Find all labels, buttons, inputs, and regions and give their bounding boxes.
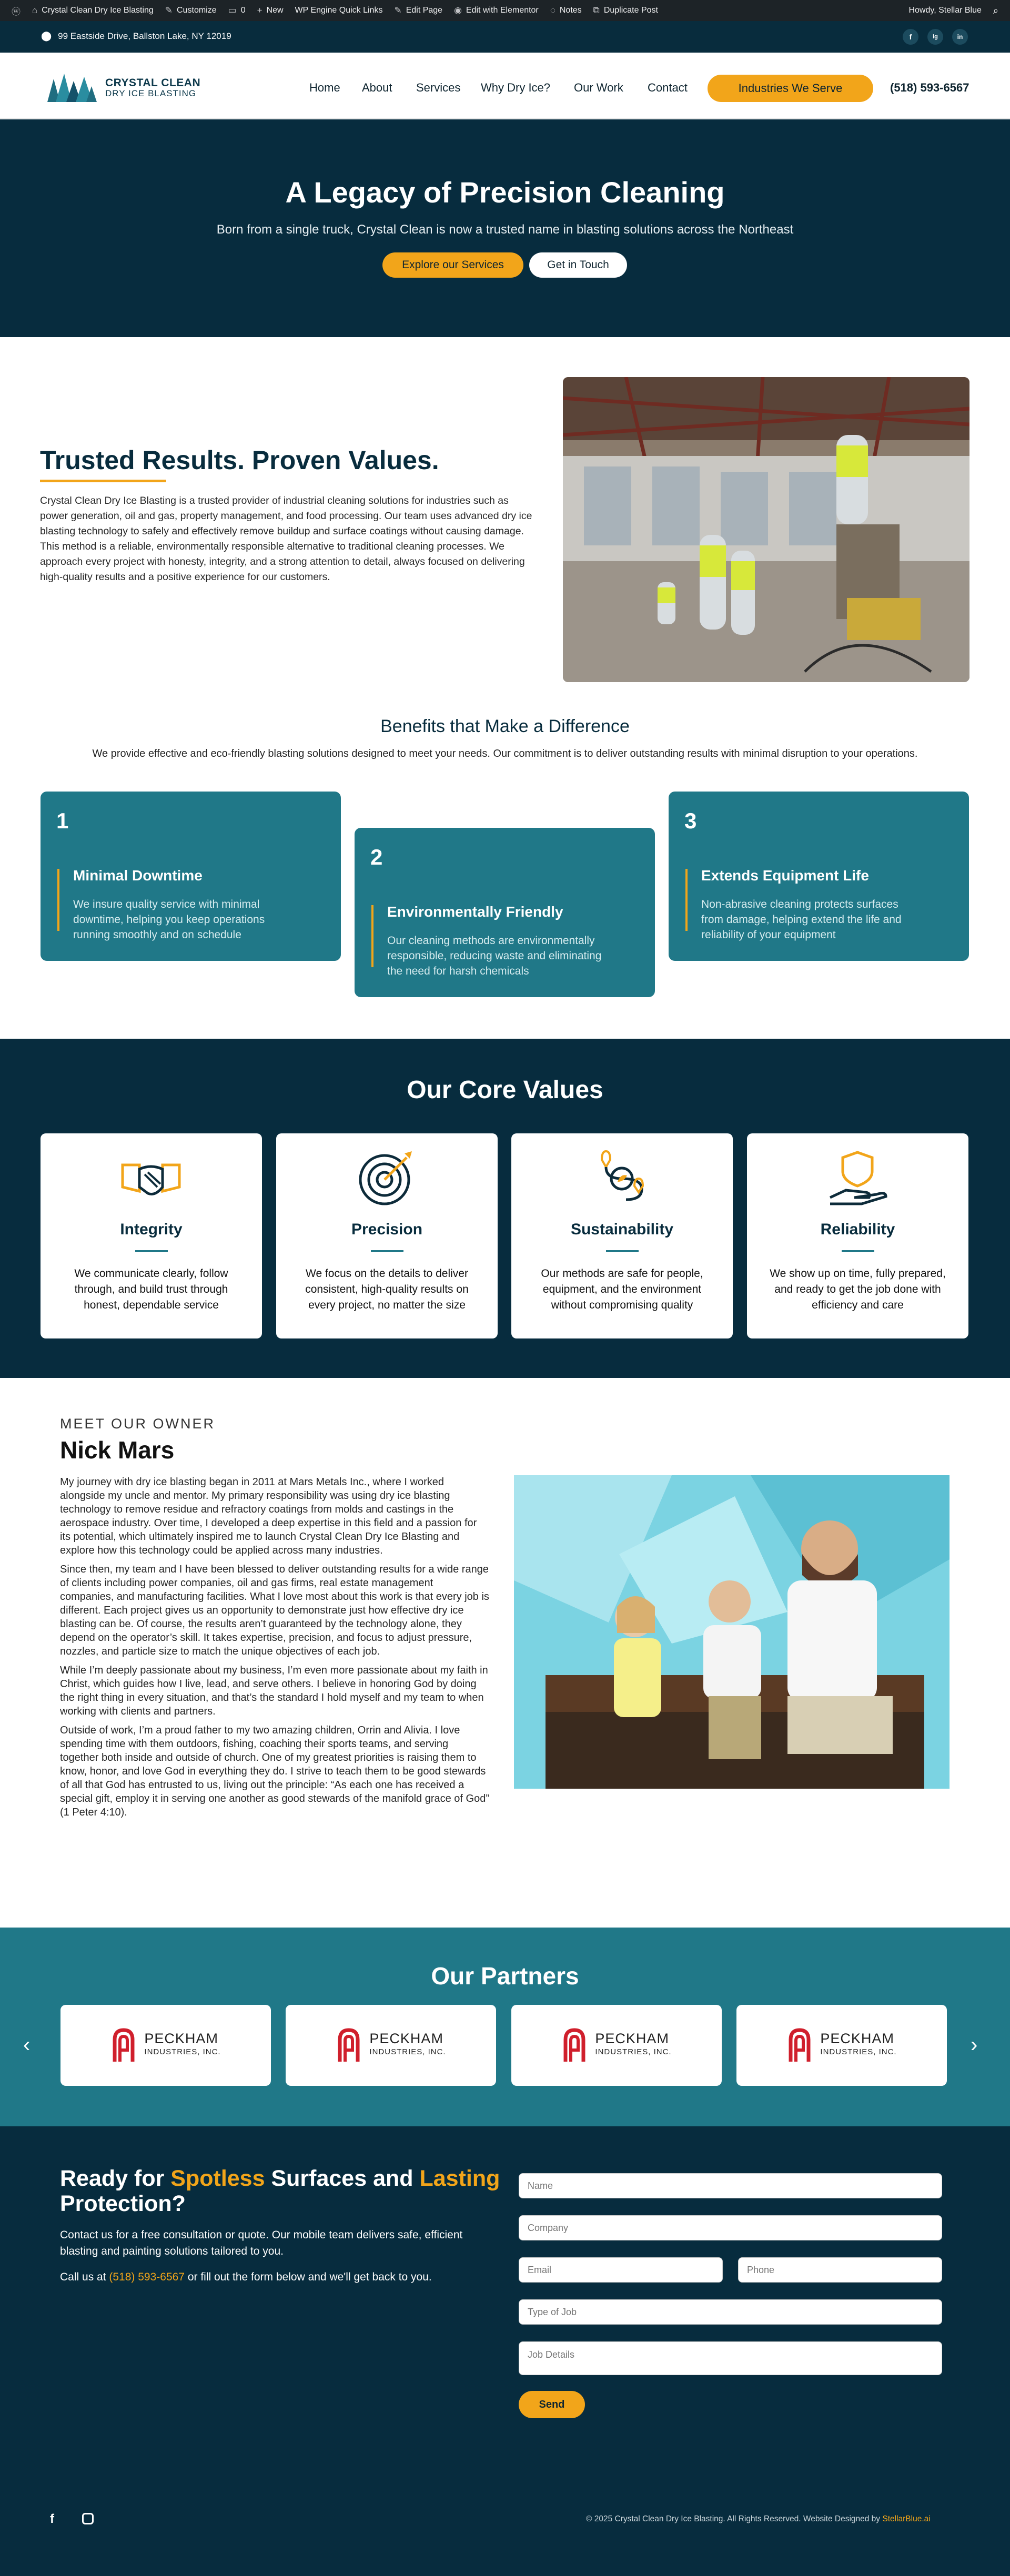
designer-link[interactable]: StellarBlue.ai [882,2514,931,2523]
nav-home[interactable]: Home [309,81,340,94]
peckham-logo-icon [110,2027,137,2064]
nav-contact[interactable]: Contact [648,81,688,94]
hero-section [0,119,1010,337]
contact-description: Contact us for a free consultation or quote. Our mobile team delivers safe, efficient blasting and painting solutions tailored to you. [60,2229,463,2257]
value-title: Integrity [120,1221,183,1238]
value-card-precision [276,1133,498,1338]
header-phone[interactable]: (518) 593-6567 [890,81,969,94]
partner-suffix: INDUSTRIES, INC. [820,2047,897,2056]
benefit-title: Minimal Downtime [73,867,203,884]
contact-phone-link[interactable]: (518) 593-6567 [109,2271,185,2283]
partner-suffix: INDUSTRIES, INC. [595,2047,672,2056]
value-divider [135,1250,168,1252]
nav-our-work[interactable]: Our Work [574,81,623,94]
benefit-title: Extends Equipment Life [701,867,869,884]
admin-new[interactable]: + New [257,5,284,15]
partner-name: PECKHAM [820,2031,894,2046]
title-underline [40,480,166,482]
pencil-icon: ✎ [394,5,402,15]
name-input[interactable] [519,2173,942,2198]
value-text: Our methods are safe for people, equipment, and the environment without compromising quality [541,1267,703,1311]
value-text: We focus on the details to deliver consistent, high-quality results on every project, no matter the size [305,1267,469,1311]
linkedin-icon[interactable]: in [952,29,968,45]
owner-name: Nick Mars [60,1436,175,1464]
admin-comments[interactable]: ▭ 0 [228,5,246,15]
value-text: We show up on time, fully prepared, and ready to get the job done with efficiency and care [770,1267,946,1311]
value-card-reliability [747,1133,968,1338]
benefit-text: Non-abrasive cleaning protects surfaces from damage, helping extend the life and reliability of your equipment [701,898,902,941]
partner-name: PECKHAM [595,2031,669,2046]
trusted-title: Trusted Results. Proven Values. [40,445,439,475]
partner-logo[interactable] [60,2005,271,2086]
top-info-bar [0,21,1010,53]
admin-edit-page[interactable]: ✎ Edit Page [394,5,443,15]
owner-eyebrow: MEET OUR OWNER [60,1416,216,1432]
industries-button[interactable]: Industries We Serve [708,75,873,102]
bio-paragraph: While I’m deeply passionate about my business, I’m even more passionate about my faith in Christ, which guides how I live, lead, and serve others. I believe in honoring God by doing the right thing in every situation, and that’s the standard I hold myself and my team to when working with clients and partners. [60,1665,488,1717]
footer-facebook-icon[interactable]: f [50,2512,54,2526]
admin-notes[interactable]: ◌ Notes [550,5,582,15]
benefits-title: Benefits that Make a Difference [380,716,630,736]
job-details-textarea[interactable] [519,2341,942,2375]
nav-about[interactable]: About [362,81,392,94]
partners-title: Our Partners [431,1962,579,1990]
admin-howdy[interactable]: Howdy, Stellar Blue [908,6,982,15]
admin-search-icon[interactable]: ⌕ [993,5,998,16]
benefit-card-1: 1 Minimal Downtime We insure quality service with minimal downtime, helping you keep operations running smoothly and on schedule [41,792,341,961]
explore-services-button[interactable]: Explore our Services [382,252,523,278]
address-text: 99 Eastside Drive, Ballston Lake, NY 12019 [58,31,231,41]
benefit-text: Our cleaning methods are environmentally responsible, reducing waste and eliminating the need for harsh chemicals [387,935,602,977]
bio-paragraph: Outside of work, I’m a proud father to my two amazing children, Orrin and Alivia. I love spending time with them outdoors, fishing, coaching their sports teams, and serving together both inside and outside of church. One of my greatest priorities is raising them to know, honor, and love God in everything they do. I strive to teach them to be good stewards of all that God has entrusted to us, living out the principle: “As each one has received a special gift, employ it in serving one another as good stewards of the manifold grace of God” (1 Peter 4:10). [60,1725,490,1818]
shield-hand-icon [825,1149,890,1207]
peckham-logo-icon [336,2027,362,2064]
target-icon [354,1149,419,1207]
admin-quick-links[interactable]: WP Engine Quick Links [295,6,383,15]
card-accent-bar [57,869,59,931]
value-title: Sustainability [570,1221,674,1238]
send-button[interactable]: Send [519,2391,585,2418]
email-input[interactable] [519,2257,723,2283]
value-divider [606,1250,639,1252]
partner-logo[interactable] [286,2005,496,2086]
admin-duplicate[interactable]: ⧉ Duplicate Post [593,5,658,15]
partner-logo[interactable] [511,2005,722,2086]
leaf-route-icon [589,1149,654,1207]
nav-why-dry-ice[interactable]: Why Dry Ice? [481,81,551,94]
value-text: We communicate clearly, follow through, and build trust through honest, dependable service [74,1267,228,1311]
bio-paragraph: Since then, my team and I have been blessed to deliver outstanding results for a wide range of clients including power companies, oil and gas firms, real estate management companies, and manufacturing facilities. What I love most about this work is that every job is different. Each project gives us an opportunity to demonstrate just how effective dry ice blasting can be. Of course, the results aren’t guaranteed by the technology alone, they depend on the operator’s skill. It takes expertise, precision, and focus to adjust pressure, nozzles, and particle size to match the unique objectives of each job. [60,1564,489,1657]
company-input[interactable] [519,2215,942,2240]
card-accent-bar [371,905,373,967]
wp-admin-bar [0,0,1010,21]
contact-title: Ready for Spotless Surfaces and Lasting Protection? [60,2166,500,2216]
partner-name: PECKHAM [144,2031,218,2046]
partner-suffix: INDUSTRIES, INC. [369,2047,446,2056]
value-card-sustainability [511,1133,733,1338]
partner-name: PECKHAM [369,2031,443,2046]
family-photo [514,1475,950,1789]
benefits-subtitle: We provide effective and eco-friendly blasting solutions designed to meet your needs. Our commitment is to deliver outstanding results with minimal disruption to your operations. [92,748,918,759]
peckham-logo-icon [786,2027,813,2064]
card-accent-bar [685,869,688,931]
facebook-icon[interactable]: f [903,29,918,45]
footer-copyright: © 2025 Crystal Clean Dry Ice Blasting. All Rights Reserved. Website Designed by StellarBlue.ai [586,2514,931,2523]
note-icon: ◌ [550,5,556,15]
site-header [0,53,1010,119]
job-type-input[interactable] [519,2299,942,2325]
bio-paragraph: My journey with dry ice blasting began in 2011 at Mars Metals Inc., where I worked alongside my uncle and mentor. My primary responsibility was using dry ice blasting technology to remove residue and refractory coatings from molds and castings in the aerospace industry. Over time, I developed a deep expertise in this field and a passion for its potential, which ultimately inspired me to launch Crystal Clean Dry Ice Blasting and explore how this technology could be applied across many industries. [60,1476,477,1556]
value-title: Precision [351,1221,423,1238]
site-logo[interactable]: CRYSTAL CLEAN DRY ICE BLASTING [42,70,200,105]
workers-photo [563,377,969,682]
plus-icon: + [257,5,262,15]
benefit-title: Environmentally Friendly [387,904,563,920]
handshake-icon [118,1149,184,1207]
map-pin-icon: ⬤ [41,31,52,41]
partner-suffix: INDUSTRIES, INC. [144,2047,221,2056]
benefit-card-2: 2 Environmentally Friendly Our cleaning methods are environmentally responsible, reducing waste and eliminating the need for harsh chemicals [355,828,655,997]
hero-title: A Legacy of Precision Cleaning [285,176,725,209]
footer-instagram-icon[interactable] [82,2513,94,2524]
admin-elementor[interactable]: ◉ Edit with Elementor [454,5,539,15]
phone-input[interactable] [738,2257,942,2283]
brush-icon: ✎ [165,5,173,15]
trusted-body: Crystal Clean Dry Ice Blasting is a trusted provider of industrial cleaning solutions for industries such as power generation, oil and gas, property management, and food processing. Our team uses advanced dry ice blasting technology to safely and effectively remove buildup and surface coatings without causing damage. This method is a reliable, environmentally responsible alternative to traditional cleaning processes. We approach every project with honesty, integrity, and a strong attention to detail, always focused on delivering high-quality results and a positive experience for our customers. [40,495,532,583]
elementor-icon: ◉ [454,5,462,15]
value-divider [371,1250,403,1252]
benefit-text: We insure quality service with minimal downtime, helping you keep operations running smoothly and on schedule [73,898,265,941]
owner-bio [60,1475,489,1819]
home-icon: ⌂ [32,5,38,15]
carousel-prev-icon[interactable]: ‹ [23,2033,31,2056]
core-values-title: Our Core Values [407,1076,603,1104]
admin-site-link[interactable]: ⌂ Crystal Clean Dry Ice Blasting [32,5,154,15]
get-in-touch-button[interactable]: Get in Touch [529,252,627,278]
crystal-logo-icon [42,70,100,105]
carousel-next-icon[interactable]: › [971,2033,978,2056]
instagram-icon[interactable]: ig [927,29,943,45]
benefit-card-3: 3 Extends Equipment Life Non-abrasive cleaning protects surfaces from damage, helping extend the life and reliability of your equipment [669,792,969,961]
wp-logo-icon[interactable]: ⓦ [12,6,21,17]
value-divider [842,1250,874,1252]
duplicate-icon: ⧉ [593,5,600,15]
partner-logo[interactable] [736,2005,947,2086]
hero-subtitle: Born from a single truck, Crystal Clean is now a trusted name in blasting solutions across the Northeast [216,222,794,237]
contact-call: Call us at (518) 593-6567 or fill out the form below and we'll get back to you. [60,2271,432,2283]
peckham-logo-icon [561,2027,588,2064]
value-card-integrity [41,1133,262,1338]
nav-services[interactable]: Services [416,81,461,94]
value-title: Reliability [820,1221,895,1238]
admin-customize[interactable]: ✎ Customize [165,5,217,15]
comment-icon: ▭ [228,5,237,15]
